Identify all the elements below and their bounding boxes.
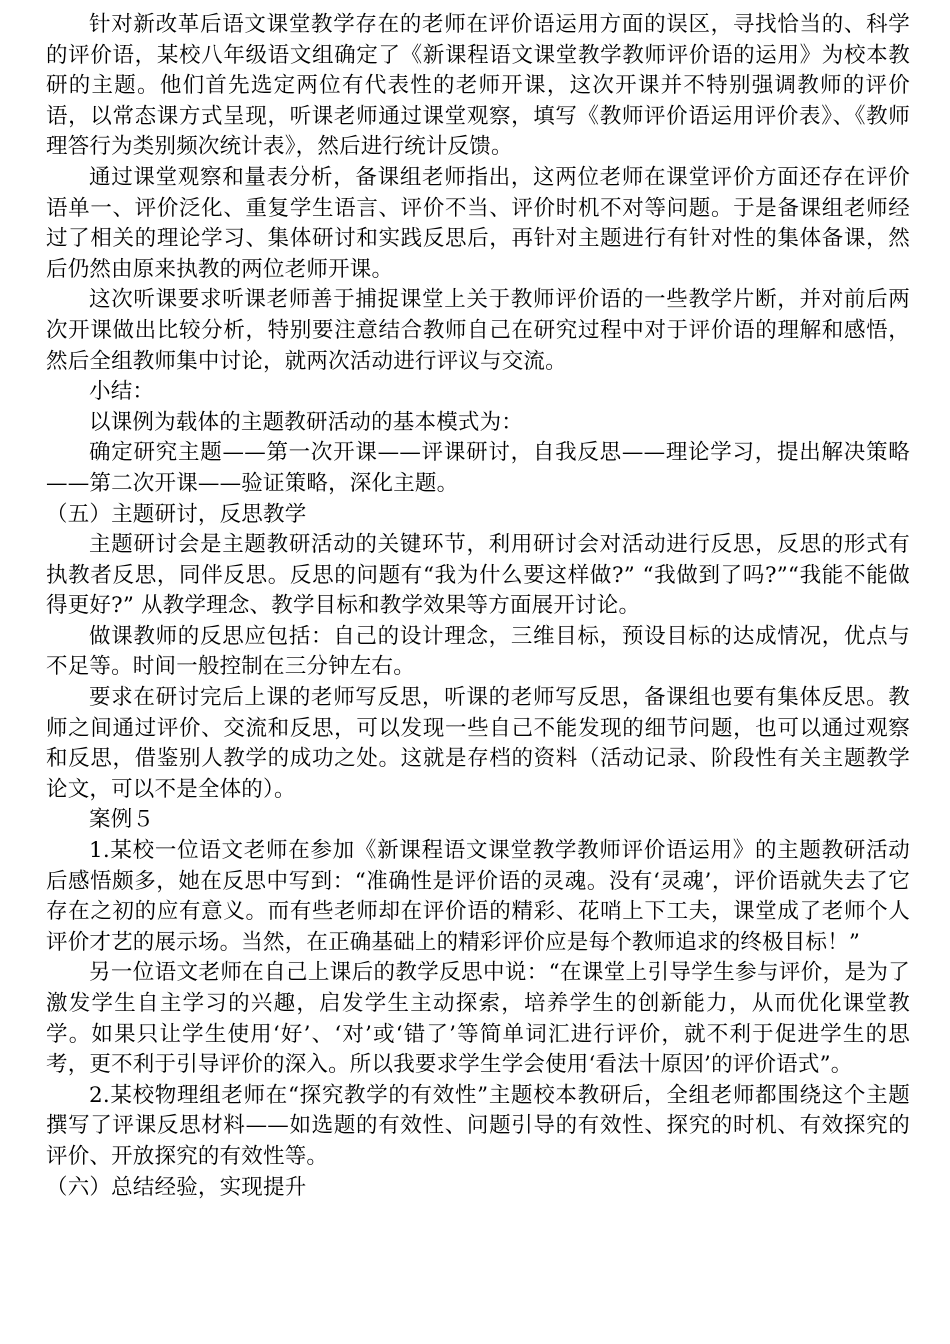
summary-intro: 以课例为载体的主题教研活动的基本模式为： bbox=[89, 409, 524, 435]
paragraph-2: 通过课堂观察和量表分析，备课组老师指出，这两位老师在课堂评价方面还存在评价语单一、评价泛化、重复学生语言、评价不当、评价时机不对等问题。于是备课组老师经过了相关的理论学习、集体研讨和实践反思后，再针对主题进行有针对性的集体备课，然后仍然由原来执教的两位老师开课。 bbox=[46, 164, 910, 282]
case-label: 案例５ bbox=[89, 807, 155, 833]
paragraph-seminar: 主题研讨会是主题教研活动的关键环节，利用研讨会对活动进行反思，反思的形式有执教者反思，同伴反思。反思的问题有“我为什么要这样做?” “我做到了吗?”“我能不能做得更好?” 从教学理念、教学目标和教学效果等方面展开讨论。 bbox=[46, 532, 910, 619]
paragraph-teacher-reflection: 做课教师的反思应包括：自己的设计理念，三维目标，预设目标的达成情况，优点与不足等。时间一般控制在三分钟左右。 bbox=[46, 623, 910, 680]
case-item-2: 2.某校物理组老师在“探究教学的有效性”主题校本教研后，全组老师都围绕这个主题撰写了评课反思材料——如选题的有效性、问题引导的有效性、探究的时机、有效探究的评价、开放探究的有效性等。 bbox=[46, 1082, 910, 1169]
paragraph-reflection-requirement: 要求在研讨完后上课的老师写反思，听课的老师写反思，备课组也要有集体反思。教师之间通过评价、交流和反思，可以发现一些自己不能发现的细节问题，也可以通过观察和反思，借鉴别人教学的成功之处。这就是存档的资料（活动记录、阶段性有关主题教学论文，可以不是全体的）。 bbox=[46, 685, 910, 802]
summary-label: 小结： bbox=[89, 379, 155, 405]
case-item-1: 1.某校一位语文老师在参加《新课程语文课堂教学教师评价语运用》的主题教研活动后感悟颇多，她在反思中写到：“准确性是评价语的灵魂。没有‘灵魂’，评价语就失去了它存在之初的应有意义。而有些老师却在评价语的精彩、花哨上下工夫，课堂成了老师个人评价才艺的展示场。当然，在正确基础上的精彩评价应是每个教师追求的终极目标！” bbox=[46, 838, 910, 955]
summary-model: 确定研究主题——第一次开课——评课研讨，自我反思——理论学习，提出解决策略——第二次开课——验证策略，深化主题。 bbox=[46, 440, 910, 496]
paragraph-1: 针对新改革后语文课堂教学存在的老师在评价语运用方面的误区，寻找恰当的、科学的评价语，某校八年级语文组确定了《新课程语文课堂教学教师评价语的运用》为校本教研的主题。他们首先选定两位有代表性的老师开课，这次开课并不特别强调教师的评价语，以常态课方式呈现，听课老师通过课堂观察，填写《教师评价语运用评价表》、《教师理答行为类别频次统计表》，然后进行统计反馈。 bbox=[46, 12, 910, 160]
paragraph-3: 这次听课要求听课老师善于捕捉课堂上关于教师评价语的一些教学片断，并对前后两次开课做出比较分析，特别要注意结合教师自己在研究过程中对于评价语的理解和感悟，然后全组教师集中讨论，就两次活动进行评议与交流。 bbox=[46, 287, 910, 374]
section-heading-5: （五）主题研讨，反思教学 bbox=[46, 501, 307, 527]
section-heading-6: （六）总结经验，实现提升 bbox=[46, 1174, 307, 1200]
case-item-1-continued: 另一位语文老师在自己上课后的教学反思中说：“在课堂上引导学生参与评价，是为了激发学生自主学习的兴趣，启发学生主动探索，培养学生的创新能力，从而优化课堂教学。如果只让学生使用‘好’、‘对’或‘错了’等简单词汇进行评价，就不利于促进学生的思考，更不利于引导评价的深入。所以我要求学生学会使用‘看法十原因’的评价语式”。 bbox=[46, 960, 910, 1078]
